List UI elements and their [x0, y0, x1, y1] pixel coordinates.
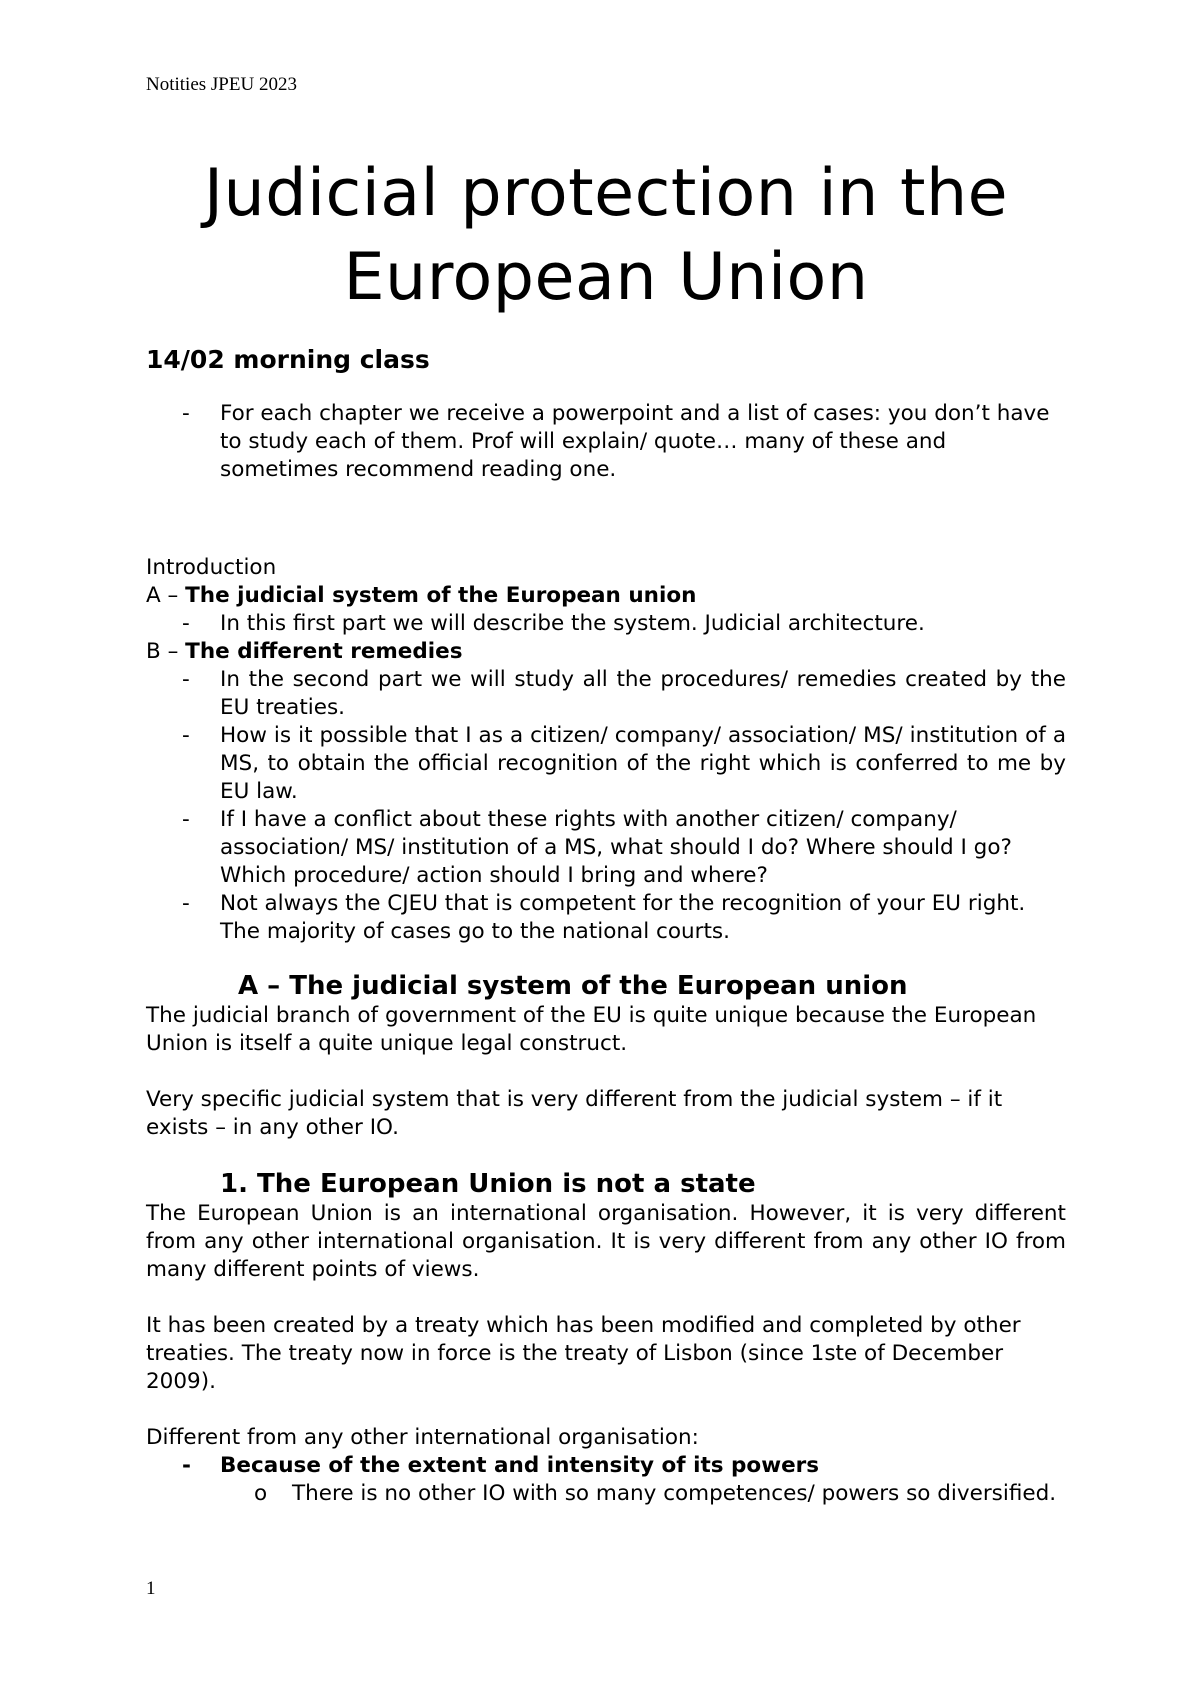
list-item: - Not always the CJEU that is competent for the recognition of your EU right. The majority of cases go to the national courts.	[146, 890, 1066, 946]
list-item: o There is no other IO with so many competences/ powers so diversified.	[146, 1480, 1066, 1508]
section-1-paragraph-1: The European Union is an international organisation. However, it is very different from any other international organisation. It is very different from any other IO from many different points of views.	[146, 1201, 1066, 1282]
page-number: 1	[146, 1578, 156, 1599]
outline-b-list	[146, 666, 1066, 946]
outline-a-heading: A – The judicial system of the European union	[146, 583, 697, 608]
section-a-heading: A – The judicial system of the European union	[238, 971, 908, 1001]
list-item: - For each chapter we receive a powerpoint and a list of cases: you don’t have to study each of them. Prof will explain/ quote… many of these and sometimes recommend reading one.	[146, 400, 1066, 484]
list-item: - In the second part we will study all the procedures/ remedies created by the EU treaties.	[146, 666, 1066, 722]
list-item: - How is it possible that I as a citizen/ company/ association/ MS/ institution of a MS, to obtain the official recognition of the right which is conferred to me by EU law.	[146, 722, 1066, 806]
section-1-heading: 1. The European Union is not a state	[220, 1169, 756, 1199]
list-item: - In this first part we will describe the system. Judicial architecture.	[146, 610, 1066, 638]
section-1-paragraph-2: It has been created by a treaty which has been modified and completed by other treaties. The treaty now in force is the treaty of Lisbon (since 1ste of December 2009).	[146, 1313, 1021, 1394]
list-item: - If I have a conflict about these rights with another citizen/ company/ association/ MS/ institution of a MS, what should I do? Where should I go? Which procedure/ action should I bring and where?	[146, 806, 1066, 890]
section-a-paragraph-2: Very specific judicial system that is very different from the judicial system – if it exists – in any other IO.	[146, 1087, 1003, 1140]
outline-b-heading: B – The different remedies	[146, 639, 463, 664]
section-1-paragraph-3: Different from any other international organisation:	[146, 1425, 699, 1450]
outline-b-title: The different remedies	[185, 639, 463, 664]
document-title: Judicial protection in the European Union	[203, 156, 1009, 315]
outline-a-title: The judicial system of the European union	[185, 583, 697, 608]
section-1-sublist	[146, 1480, 1066, 1508]
section-a-paragraph-1: The judicial branch of government of the EU is quite unique because the European Union is itself a quite unique legal construct.	[146, 1003, 1037, 1056]
introduction-label: Introduction	[146, 555, 277, 580]
intro-notes-list	[146, 400, 1066, 484]
list-item: - Because of the extent and intensity of its powers	[146, 1452, 1066, 1480]
document-body	[146, 152, 1066, 1508]
class-heading: 14/02 morning class	[146, 345, 430, 374]
section-1-list	[146, 1452, 1066, 1480]
page-header: Notities JPEU 2023	[146, 74, 297, 95]
outline-a-list	[146, 610, 1066, 638]
